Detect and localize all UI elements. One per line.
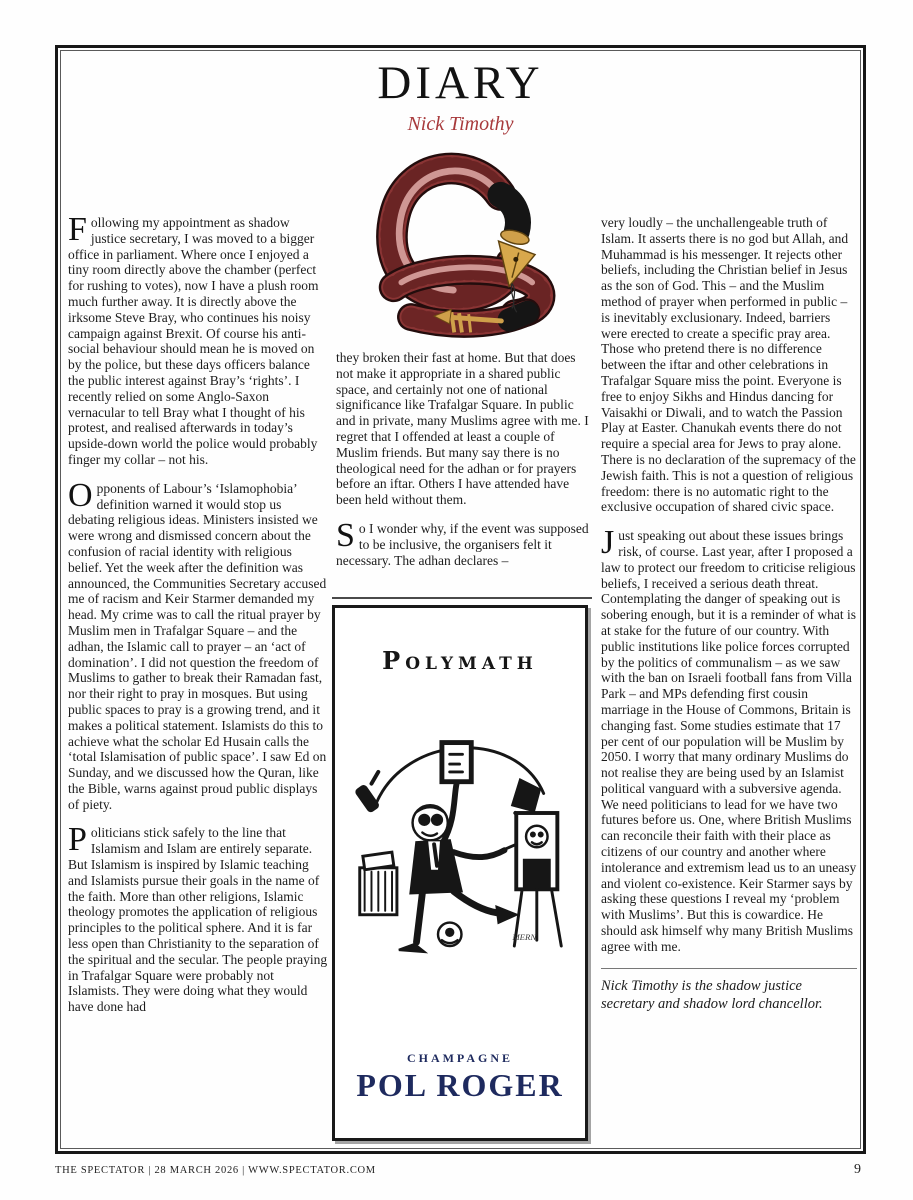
article-frame — [55, 45, 866, 1154]
paragraph-text: ust speaking out about these issues brings risk, of course. Last year, after I proposed a law to protect our freedom to criticise religious beliefs, I received a serious death threat. Contemplating the danger of speaking out is sobering enough, but it is a reminder of what is at stake for the future of our country. With public institutions like police forces corrupted by the politics of communalism – as we saw with the ban on Israeli football fans from Villa Park – and MPs defending first cousin marriage in the House of Commons, Britain is changing fast. Some studies estimate that 17 per cent of our population will be Muslim by 2050. I worry that many ordinary Muslims do not realise they are being used by an Islamist political vanguard with a subversive agenda. We need politicians to lead for we have two futures before us. One, where British Muslims can reconcile their faith with their place as citizens of our country and another where intolerance and extremism lead us to an uneasy and violent co-existence. Keir Starmer says by asking these questions I reveal my ‘problem with Muslims’. But this is cowardice. He should ask himself why many British Muslims agree with me. — [601, 528, 857, 954]
paragraph — [68, 211, 328, 468]
paragraph — [68, 476, 328, 813]
paragraph — [68, 821, 328, 1015]
drop-cap: S — [336, 516, 355, 554]
drop-cap: J — [601, 524, 615, 562]
pol-roger-advert[interactable] — [332, 605, 588, 1141]
polymath-cartoon — [348, 703, 573, 968]
paragraph — [601, 524, 857, 955]
drop-cap: O — [68, 476, 93, 514]
paragraph-text: they broken their fast at home. But that does not make it appropriate in a shared public space, and certainly not one of national significance like Trafalgar Square. In public and in private, many Muslims agree with me. I regret that I offended at least a couple of Muslim friends. But many say there is no theological need for the adhan or for prayers before an iftar. Others I have attended have been held without them. — [336, 350, 589, 508]
paragraph — [601, 215, 857, 515]
page-title: DIARY — [377, 57, 544, 109]
folio-text: THE SPECTATOR | 28 MARCH 2026 | WWW.SPECTATOR.COM — [55, 1165, 376, 1176]
cartoonist-signature: MERN — [511, 932, 536, 943]
paragraph-text: pponents of Labour’s ‘Islamophobia’ definition warned it would stop us debating religious ideas. Ministers insisted we were wrong and dismissed concern about the confusion of racial identity with religious belief. Yet the week after the definition was announced, the Communities Secretary accused me of racism and Keir Starmer demanded my head. My crime was to call the ritual prayer by Muslim men in Trafalgar Square – and the adhan, the Islamic call to prayer – an ‘act of domination’. I did not question the freedom of Muslims to gather to break their Ramadan fast, nor their right to pray in mosques. But using public spaces to pray is a growing trend, and it makes a political statement. Islamists do this to achieve what the scholar Ed Husain calls the ‘total Islamisation of public space’. I saw Ed on Sunday, and we discussed how the Quran, like the Bible, warns against proud public displays of piety. — [68, 480, 327, 812]
author-bio: Nick Timothy is the shadow justice secretary and shadow lord chancellor. — [601, 968, 857, 1013]
ad-headline: Polymath — [382, 646, 538, 675]
column-1 — [68, 211, 328, 1028]
pol-roger-logo — [356, 1051, 563, 1104]
paragraph-text: o I wonder why, if the event was supposed to be inclusive, the organisers felt it necessary. The adhan declares – — [336, 520, 589, 568]
column-2 — [336, 350, 590, 581]
page-number: 9 — [854, 1162, 861, 1177]
paragraph-text: ollowing my appointment as shadow justice secretary, I was moved to a bigger office in parliament. Where once I enjoyed a tiny room directly above the chamber (perfect for rushing to votes), now I have a plush room much further away. It is directly above the irksome Steve Bray, who continues his noisy campaign against Brexit. Of course his anti-social behaviour should mean he is moved on by the police, but these days officers balance the public interest against Bray’s ‘rights’. I recently relied on some Anglo-Saxon vernacular to tell Bray what I thought of his protest, and realised afterwards in today’s upside-down world the police would probably finger my collar – not his. — [68, 215, 319, 467]
ad-separator-rule — [332, 597, 592, 599]
column-3 — [601, 215, 857, 1013]
snake-pen-illustration — [355, 142, 567, 344]
paragraph — [336, 516, 590, 568]
drop-cap: F — [68, 211, 87, 248]
page-folio — [55, 1162, 861, 1178]
drop-cap: P — [68, 821, 87, 859]
champagne-label: CHAMPAGNE — [406, 1051, 514, 1065]
paragraph-text: oliticians stick safely to the line that Islamism and Islam are entirely separate. But Islamism is inspired by Islamic teaching and Islamists pursue their goals in the name of the faith. More than other religions, Islamic theology promotes the application of religious principles to the political sphere. And it is far less open than Christianity to the separation of the spiritual and the secular. The people praying in Trafalgar Square were probably not Islamists. They were doing what they would have done had — [68, 825, 328, 1015]
pol-roger-wordmark: POL ROGER — [356, 1067, 564, 1103]
paragraph — [336, 350, 590, 508]
author-byline: Nick Timothy — [407, 113, 514, 135]
paragraph-text: very loudly – the unchallengeable truth of Islam. It asserts there is no god but Allah, and Muhammad is his messenger. It rejects other beliefs, including the Christian belief in Jesus as the son of God. This – and the Muslim method of prayer when performed in public – is inevitably exclusionary. Indeed, barriers were erected to create a specific pray area. Those who pretend there is no difference between the iftar and other celebrations in Trafalgar Square miss the point. Everyone is free to enjoy Sikhs and Hindus dancing for Vaisakhi or Diwali, and to watch the Passion Play at Easter. Chanukah events there do not require a special area for Jews to pray alone. There is no declaration of the supremacy of the Jewish faith. This is not a question of religious freedom: there is no automatic right to the exclusive occupation of shared civic space. — [601, 215, 856, 515]
